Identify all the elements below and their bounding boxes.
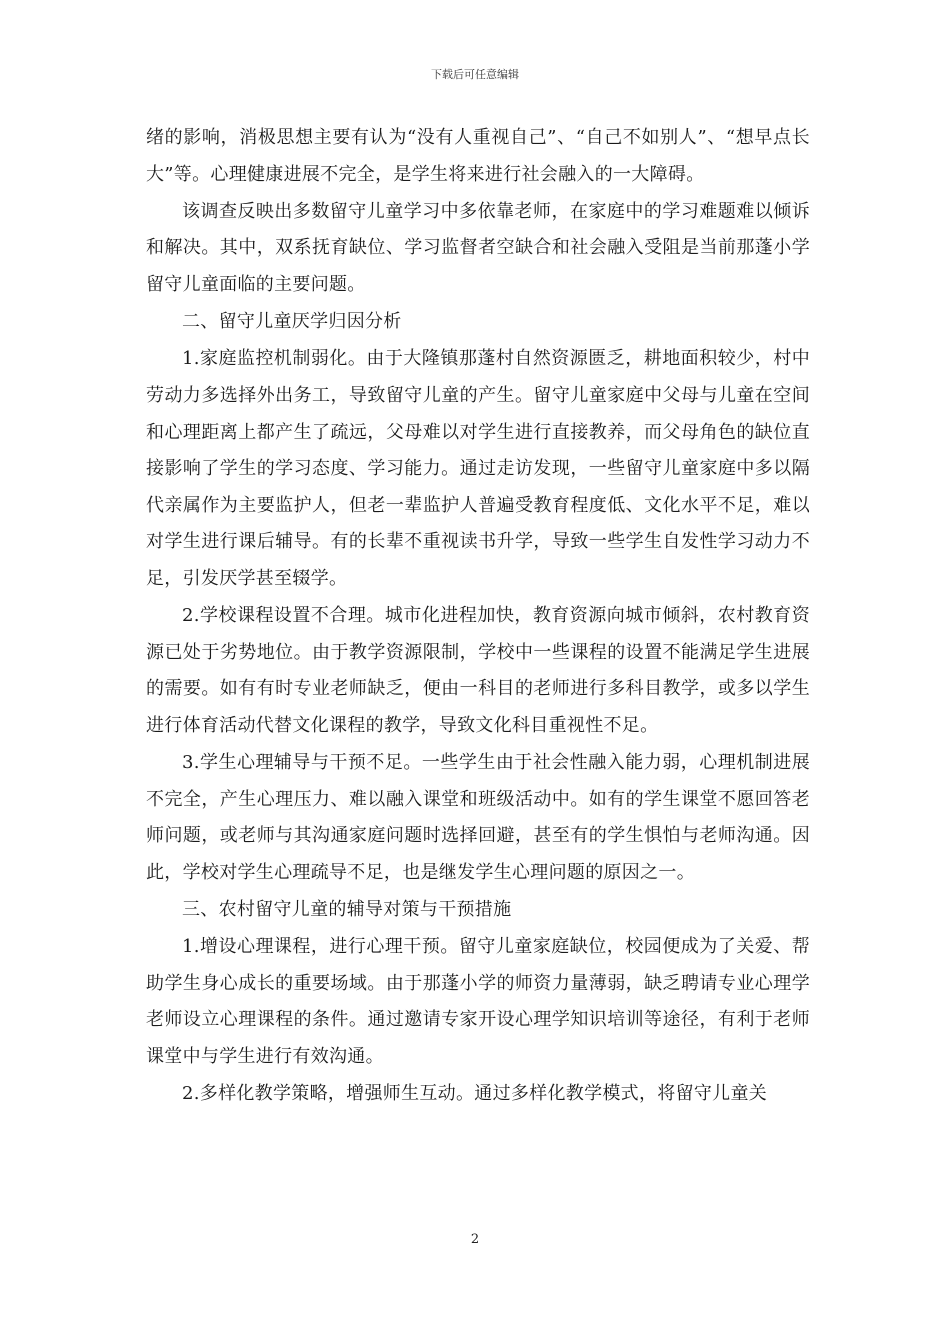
paragraph-school-curriculum: 2.学校课程设置不合理。城市化进程加快，教育资源向城市倾斜，农村教育资源已处于劣势地位。由于教学资源限制，学校中一些课程的设置不能满足学生进展的需要。如有有时专业老师缺乏，便由一科目的老师进行多科目教学，或多以学生进行体育活动代替文化课程的教学，导致文化科目重视性不足。 (146, 605, 810, 736)
paragraph-psych-counseling: 3.学生心理辅导与干预不足。一些学生由于社会性融入能力弱，心理机制进展不完全，产生心理压力、难以融入课堂和班级活动中。如有的学生课堂不愿回答老师问题，或老师与其沟通家庭问题时选择回避，甚至有的学生惧怕与老师沟通。因此，学校对学生心理疏导不足，也是继发学生心理问题的原因之一。 (146, 752, 810, 883)
paragraph-family-monitoring: 1.家庭监控机制弱化。由于大隆镇那蓬村自然资源匮乏，耕地面积较少，村中劳动力多选择外出务工，导致留守儿童的产生。留守儿童家庭中父母与儿童在空间和心理距离上都产生了疏远，父母难以对学生进行直接教养，而父母角色的缺位直接影响了学生的学习态度、学习能力。通过走访发现，一些留守儿童家庭中多以隔代亲属作为主要监护人，但老一辈监护人普遍受教育程度低、文化水平不足，难以对学生进行课后辅导。有的长辈不重视读书升学，导致一些学生自发性学习动力不足，引发厌学甚至辍学。 (146, 348, 810, 589)
paragraph-psych-courses: 1.增设心理课程，进行心理干预。留守儿童家庭缺位，校园便成为了关爱、帮助学生身心成长的重要场域。由于那蓬小学的师资力量薄弱，缺乏聘请专业心理学老师设立心理课程的条件。通过邀请专家开设心理学知识培训等途径，有利于老师课堂中与学生进行有效沟通。 (146, 936, 810, 1067)
section-heading-3: 三、农村留守儿童的辅导对策与干预措施 (182, 899, 512, 921)
section-heading-2: 二、留守儿童厌学归因分析 (182, 311, 402, 333)
page-header: 下载后可任意编辑 (431, 68, 519, 81)
paragraph-teaching-strategy: 2.多样化教学策略，增强师生互动。通过多样化教学模式，将留守儿童关 (182, 1083, 768, 1105)
paragraph-continuation: 绪的影响，消极思想主要有认为“没有人重视自己”、“自己不如别人”、“想早点长大”等。心理健康进展不完全，是学生将来进行社会融入的一大障碍。 (146, 127, 810, 185)
page-number: 2 (470, 1232, 480, 1247)
paragraph-survey-summary: 该调查反映出多数留守儿童学习中多依靠老师，在家庭中的学习难题难以倾诉和解决。其中，双系抚育缺位、学习监督者空缺合和社会融入受阻是当前那蓬小学留守儿童面临的主要问题。 (146, 200, 810, 295)
document-body (146, 120, 810, 1113)
